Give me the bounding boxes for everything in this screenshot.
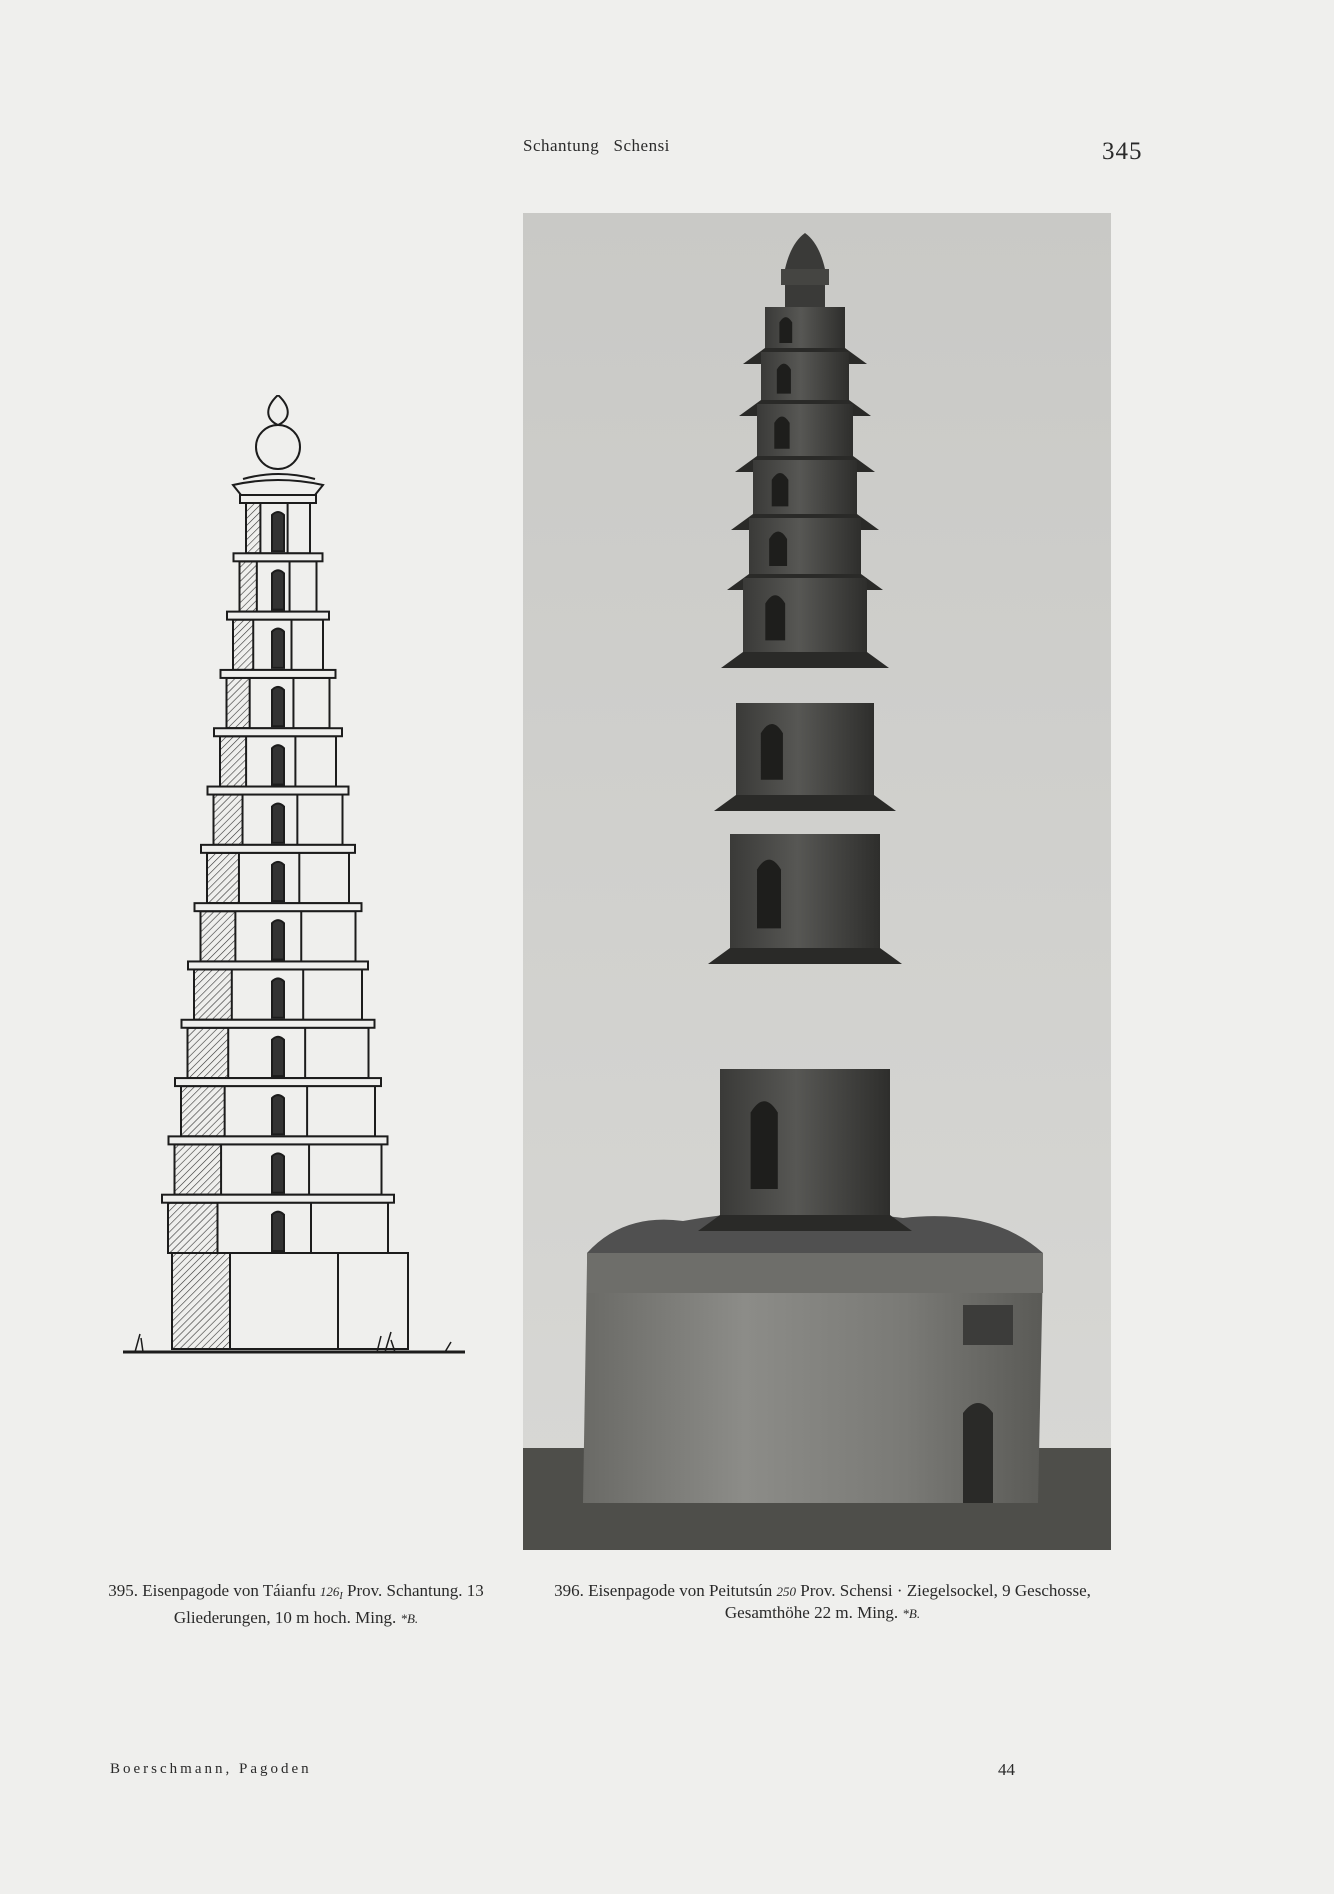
- footer-book-title: Boerschmann, Pagoden: [110, 1761, 312, 1777]
- figure-396-caption: [520, 1580, 1125, 1624]
- figure-395-ref: 126: [319, 1584, 340, 1599]
- figure-395-mark: *B.: [400, 1611, 419, 1626]
- page-number: 345: [1102, 138, 1143, 165]
- figure-396-caption-text-b: Prov. Schensi · Ziegelsockel, 9 Geschosse, Gesamthöhe 22 m. Ming.: [724, 1581, 1091, 1622]
- footer-signature-number: 44: [998, 1760, 1015, 1779]
- figure-395-pagoda-drawing: [115, 395, 475, 1360]
- figure-395-caption-text-a: Eisenpagode von Táianfu: [142, 1581, 316, 1600]
- running-head: Schantung Schensi: [523, 136, 670, 155]
- figure-395-ref-sub: I: [339, 1591, 343, 1602]
- figure-395-caption-text-b: Prov. Schantung. 13 Gliederungen, 10 m hoch. Ming.: [173, 1581, 484, 1627]
- figure-396-ref: 250: [776, 1584, 796, 1599]
- figure-395-caption: [100, 1580, 492, 1629]
- figure-395-number: 395.: [108, 1581, 138, 1600]
- figure-396-number: 396.: [554, 1581, 584, 1600]
- figure-396-pagoda-photo: [523, 213, 1111, 1550]
- figure-396-caption-text-a: Eisenpagode von Peitutsún: [588, 1581, 773, 1600]
- figure-396-mark: *B.: [902, 1606, 921, 1621]
